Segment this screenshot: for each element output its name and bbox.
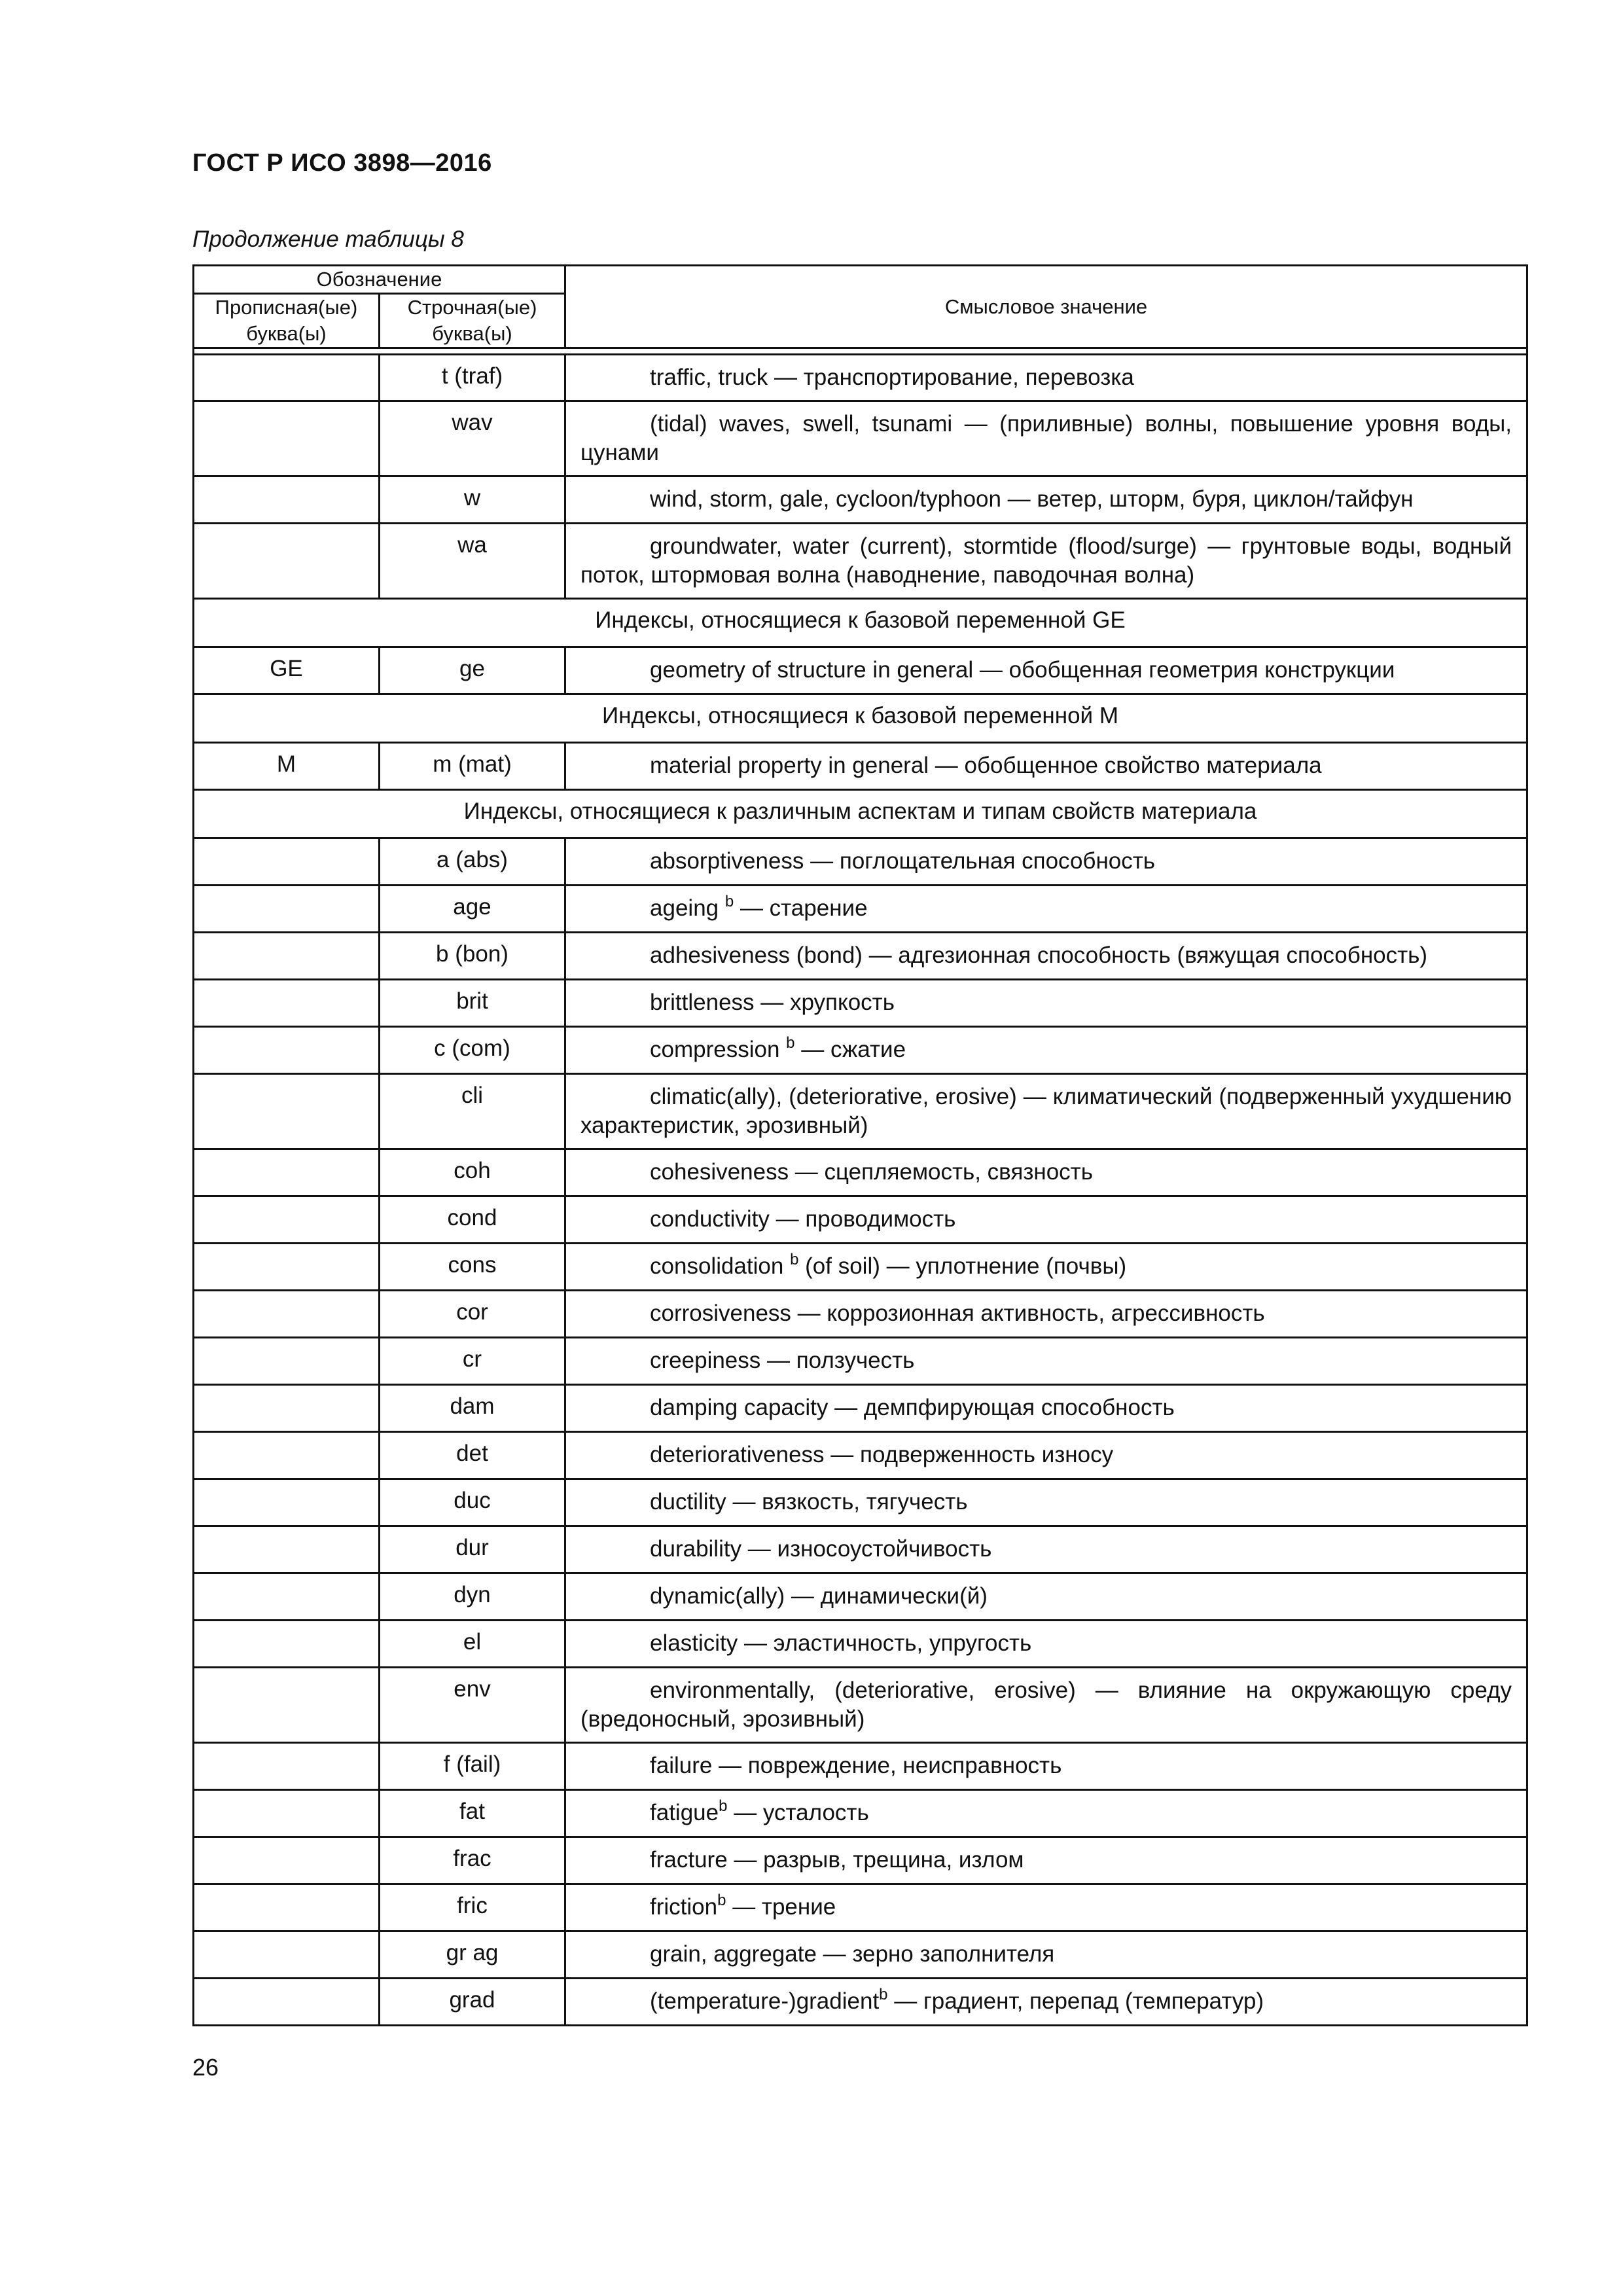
meaning-text-continued: — трение (726, 1894, 836, 1920)
meaning-cell: environmentally, (deteriorative, erosive) — влияние на окружающую среду (вредоносный, эрозивный) (565, 1668, 1527, 1743)
footnote-marker: b (790, 1251, 799, 1268)
table-header (194, 266, 1527, 355)
section-heading: Индексы, относящиеся к базовой переменной GE (194, 599, 1527, 647)
uppercase-cell (194, 933, 380, 980)
table-row (194, 980, 1527, 1027)
meaning-cell: geometry of structure in general — обобщенная геометрия конструкции (565, 647, 1527, 694)
uppercase-cell (194, 1743, 380, 1790)
lowercase-cell: cons (380, 1244, 565, 1291)
table-row (194, 1790, 1527, 1837)
table-row (194, 1743, 1527, 1790)
lowercase-cell: dam (380, 1385, 565, 1432)
meaning-cell: wind, storm, gale, cycloon/typhoon — ветер, шторм, буря, циклон/тайфун (565, 476, 1527, 524)
footnote-marker: b (719, 1797, 728, 1815)
header-lowercase: Строчная(ые) буква(ы) (380, 294, 565, 348)
meaning-cell: damping capacity — демпфирующая способность (565, 1385, 1527, 1432)
uppercase-cell (194, 1291, 380, 1338)
table-row (194, 933, 1527, 980)
lowercase-cell: age (380, 886, 565, 933)
uppercase-cell (194, 1027, 380, 1074)
meaning-cell: failure — повреждение, неисправность (565, 1743, 1527, 1790)
meaning-cell: fracture — разрыв, трещина, излом (565, 1837, 1527, 1884)
lowercase-cell: duc (380, 1479, 565, 1526)
uppercase-cell (194, 401, 380, 476)
lowercase-cell: b (bon) (380, 933, 565, 980)
header-designation: Обозначение (194, 266, 565, 294)
meaning-cell: brittleness — хрупкость (565, 980, 1527, 1027)
meaning-cell: creepiness — ползучесть (565, 1338, 1527, 1385)
meaning-cell: corrosiveness — коррозионная активность, агрессивность (565, 1291, 1527, 1338)
table-row (194, 1573, 1527, 1621)
table-row (194, 1291, 1527, 1338)
lowercase-cell: frac (380, 1837, 565, 1884)
uppercase-cell (194, 1931, 380, 1979)
section-heading: Индексы, относящиеся к различным аспектам и типам свойств материала (194, 790, 1527, 838)
table-row (194, 1196, 1527, 1244)
lowercase-cell: gr ag (380, 1931, 565, 1979)
lowercase-cell: wa (380, 524, 565, 599)
lowercase-cell: el (380, 1621, 565, 1668)
meaning-cell: cohesiveness — сцепляемость, связность (565, 1149, 1527, 1196)
meaning-cell: traffic, truck — транспортирование, перевозка (565, 355, 1527, 401)
uppercase-cell: GE (194, 647, 380, 694)
lowercase-cell: c (com) (380, 1027, 565, 1074)
uppercase-cell (194, 1385, 380, 1432)
uppercase-cell (194, 355, 380, 401)
symbols-table (192, 264, 1528, 2026)
table-row (194, 1979, 1527, 2026)
lowercase-cell: wav (380, 401, 565, 476)
table-row (194, 1149, 1527, 1196)
uppercase-cell (194, 1668, 380, 1743)
table-row (194, 1621, 1527, 1668)
meaning-cell (565, 1244, 1527, 1291)
section-row (194, 599, 1527, 647)
section-heading: Индексы, относящиеся к базовой переменной M (194, 694, 1527, 743)
table-row (194, 1027, 1527, 1074)
uppercase-cell (194, 1479, 380, 1526)
footnote-marker: b (724, 893, 734, 910)
table-row (194, 1884, 1527, 1931)
lowercase-cell: t (traf) (380, 355, 565, 401)
meaning-text: friction (650, 1894, 718, 1920)
table-row (194, 647, 1527, 694)
table-row (194, 1244, 1527, 1291)
lowercase-cell: w (380, 476, 565, 524)
uppercase-cell (194, 1149, 380, 1196)
meaning-cell (565, 1884, 1527, 1931)
uppercase-cell (194, 1338, 380, 1385)
table-row (194, 886, 1527, 933)
footnote-marker: b (786, 1034, 795, 1052)
table-row (194, 1668, 1527, 1743)
uppercase-cell (194, 1884, 380, 1931)
lowercase-cell: det (380, 1432, 565, 1479)
uppercase-cell (194, 1621, 380, 1668)
meaning-cell: elasticity — эластичность, упругость (565, 1621, 1527, 1668)
table-row (194, 1338, 1527, 1385)
meaning-cell: groundwater, water (current), stormtide (flood/surge) — грунтовые воды, водный поток, штормовая волна (наводнение, паводочная волна) (565, 524, 1527, 599)
lowercase-cell: cr (380, 1338, 565, 1385)
lowercase-cell: a (abs) (380, 838, 565, 886)
table-row (194, 743, 1527, 790)
table-row (194, 401, 1527, 476)
meaning-text-continued: — старение (734, 895, 868, 921)
meaning-cell (565, 1790, 1527, 1837)
lowercase-cell: dyn (380, 1573, 565, 1621)
meaning-cell (565, 1027, 1527, 1074)
table-row (194, 476, 1527, 524)
document-code: ГОСТ Р ИСО 3898—2016 (192, 149, 492, 177)
meaning-cell: dynamic(ally) — динамически(й) (565, 1573, 1527, 1621)
meaning-cell: (tidal) waves, swell, tsunami — (приливные) волны, повышение уровня воды, цунами (565, 401, 1527, 476)
table-row (194, 1385, 1527, 1432)
meaning-text: fatigue (650, 1800, 719, 1825)
lowercase-cell: f (fail) (380, 1743, 565, 1790)
table-row (194, 838, 1527, 886)
footnote-marker: b (879, 1986, 888, 2003)
section-row (194, 694, 1527, 743)
uppercase-cell (194, 1074, 380, 1149)
lowercase-cell: cli (380, 1074, 565, 1149)
header-uppercase: Прописная(ые) буква(ы) (194, 294, 380, 348)
meaning-cell: adhesiveness (bond) — адгезионная способность (вяжущая способность) (565, 933, 1527, 980)
meaning-cell: ductility — вязкость, тягучесть (565, 1479, 1527, 1526)
meaning-text-continued: — градиент, перепад (температур) (887, 1988, 1264, 2014)
meaning-text: ageing (650, 895, 719, 921)
uppercase-cell (194, 838, 380, 886)
table-row (194, 524, 1527, 599)
table-row (194, 1931, 1527, 1979)
meaning-text-continued: (of soil) — уплотнение (почвы) (798, 1253, 1127, 1279)
meaning-cell: climatic(ally), (deteriorative, erosive) — климатический (подверженный ухудшению характеристик, эрозивный) (565, 1074, 1527, 1149)
uppercase-cell (194, 1573, 380, 1621)
lowercase-cell: grad (380, 1979, 565, 2026)
lowercase-cell: env (380, 1668, 565, 1743)
page-number: 26 (192, 2054, 219, 2081)
uppercase-cell (194, 1196, 380, 1244)
meaning-cell: deteriorativeness — подверженность износу (565, 1432, 1527, 1479)
meaning-text: (temperature-)gradient (650, 1988, 880, 2014)
meaning-cell: absorptiveness — поглощательная способность (565, 838, 1527, 886)
meaning-cell: material property in general — обобщенное свойство материала (565, 743, 1527, 790)
uppercase-cell (194, 476, 380, 524)
uppercase-cell: M (194, 743, 380, 790)
footnote-marker: b (717, 1892, 726, 1909)
meaning-text: compression (650, 1037, 780, 1062)
lowercase-cell: m (mat) (380, 743, 565, 790)
lowercase-cell: ge (380, 647, 565, 694)
meaning-text-continued: — сжатие (794, 1037, 906, 1062)
uppercase-cell (194, 1790, 380, 1837)
meaning-cell: conductivity — проводимость (565, 1196, 1527, 1244)
uppercase-cell (194, 980, 380, 1027)
table-row (194, 1837, 1527, 1884)
table-row (194, 1479, 1527, 1526)
section-row (194, 790, 1527, 838)
uppercase-cell (194, 1526, 380, 1573)
meaning-cell (565, 886, 1527, 933)
table-row (194, 355, 1527, 401)
meaning-cell: durability — износоустойчивость (565, 1526, 1527, 1573)
uppercase-cell (194, 1979, 380, 2026)
uppercase-cell (194, 524, 380, 599)
table-row (194, 1432, 1527, 1479)
lowercase-cell: brit (380, 980, 565, 1027)
lowercase-cell: cor (380, 1291, 565, 1338)
meaning-text: consolidation (650, 1253, 784, 1279)
uppercase-cell (194, 1244, 380, 1291)
header-separator (194, 348, 1527, 355)
table-body (194, 355, 1527, 2026)
lowercase-cell: fric (380, 1884, 565, 1931)
table-caption: Продолжение таблицы 8 (192, 226, 464, 252)
meaning-text-continued: — усталость (727, 1800, 869, 1825)
lowercase-cell: cond (380, 1196, 565, 1244)
lowercase-cell: dur (380, 1526, 565, 1573)
table-row (194, 1074, 1527, 1149)
lowercase-cell: fat (380, 1790, 565, 1837)
meaning-cell: grain, aggregate — зерно заполнителя (565, 1931, 1527, 1979)
lowercase-cell: coh (380, 1149, 565, 1196)
uppercase-cell (194, 1432, 380, 1479)
table-row (194, 1526, 1527, 1573)
meaning-cell (565, 1979, 1527, 2026)
header-meaning: Смысловое значение (565, 266, 1527, 348)
uppercase-cell (194, 886, 380, 933)
uppercase-cell (194, 1837, 380, 1884)
